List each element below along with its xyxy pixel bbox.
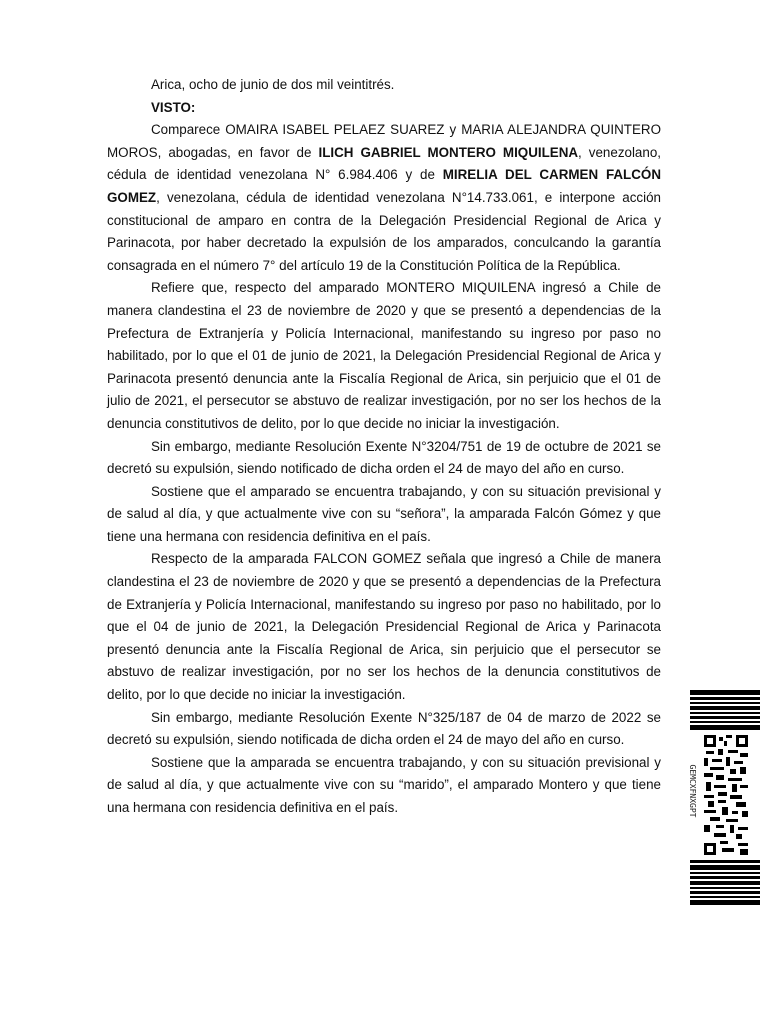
verification-code: GEMCXFNXGPT bbox=[688, 764, 697, 818]
qr-code-icon bbox=[704, 735, 748, 855]
verification-stamp bbox=[690, 690, 760, 920]
paragraph-sostiene-1: Sostiene que el amparado se encuentra trabajando, y con su situación previsional y de salud al día, y que actualmente vive con su “señora”, la amparada Falcón Gómez y que tiene una hermana con residencia definitiva en el país. bbox=[107, 483, 661, 544]
paragraph-expulsion-1: Sin embargo, mediante Resolución Exente N°3204/751 de 19 de octubre de 2021 se decretó su expulsión, siendo notificado de dicha orden el 24 de mayo del año en curso. bbox=[107, 438, 661, 477]
paragraph-text: , venezolana, cédula de identidad venezolana N°14.733.061, e interpone acción constitucional de amparo en contra de la Delegación Presidencial Regional de Arica y Parinacota, por haber decretado la expulsión de los amparados, conculcando la garantía consagrada en el número 7° del artículo 19 de la Constitución Política de la República. bbox=[107, 189, 661, 273]
date-line: Arica, ocho de junio de dos mil veintitrés. bbox=[151, 77, 395, 92]
protected-person-name: ILICH GABRIEL MONTERO MIQUILENA bbox=[318, 144, 579, 160]
paragraph-text: Comparece OMAIRA ISABEL PELAEZ SUAREZ y MARIA ALEJANDRA QUINTERO MOROS, abogadas, en favor de bbox=[107, 122, 661, 160]
paragraph-expulsion-2: Sin embargo, mediante Resolución Exente N°325/187 de 04 de marzo de 2022 se decretó su expulsión, siendo notificada de dicha orden el 24 de mayo del año en curso. bbox=[107, 709, 661, 748]
protected-person-name: MIRELIA DEL CARMEN FALCÓN GOMEZ bbox=[107, 167, 661, 205]
paragraph-text: , venezolano, cédula de identidad venezolana N° 6.984.406 y de bbox=[107, 144, 661, 183]
paragraph-comparece bbox=[107, 119, 661, 277]
document-body bbox=[107, 74, 661, 820]
paragraph-respecto: Respecto de la amparada FALCON GOMEZ señala que ingresó a Chile de manera clandestina el 23 de noviembre de 2020 y que se presentó a dependencias de la Prefectura de Extranjería y Policía Internacional, manifestando su ingreso por paso no habilitado, por lo que el 04 de junio de 2021, la Delegación Presidencial Regional de Arica y Parinacota presentó denuncia ante la Fiscalía Regional de Arica, sin perjuicio que el persecutor se abstuvo de realizar investigación, por no ser los hechos de la denuncia constitutivos de delito, por lo que decide no iniciar la investigación. bbox=[107, 551, 661, 703]
barcode-top-icon bbox=[690, 690, 760, 730]
paragraph-sostiene-2: Sostiene que la amparada se encuentra trabajando, y con su situación previsional y de salud al día, y que actualmente vive con su “marido”, el amparado Montero y que tiene una hermana con residencia definitiva en el país. bbox=[107, 754, 661, 815]
section-heading: VISTO: bbox=[151, 99, 196, 115]
barcode-bottom-icon bbox=[690, 860, 760, 905]
paragraph-refiere: Refiere que, respecto del amparado MONTERO MIQUILENA ingresó a Chile de manera clandestina el 23 de noviembre de 2020 y que se presentó a dependencias de la Prefectura de Extranjería y Policía Internacional, manifestando su ingreso por paso no habilitado, por lo que el 01 de junio de 2021, la Delegación Presidencial Regional de Arica y Parinacota presentó denuncia ante la Fiscalía Regional de Arica, sin perjuicio que el 01 de julio de 2021, el persecutor se abstuvo de realizar investigación, por no ser los hechos de la denuncia constitutivos de delito, por lo que decide no iniciar la investigación. bbox=[107, 280, 661, 431]
